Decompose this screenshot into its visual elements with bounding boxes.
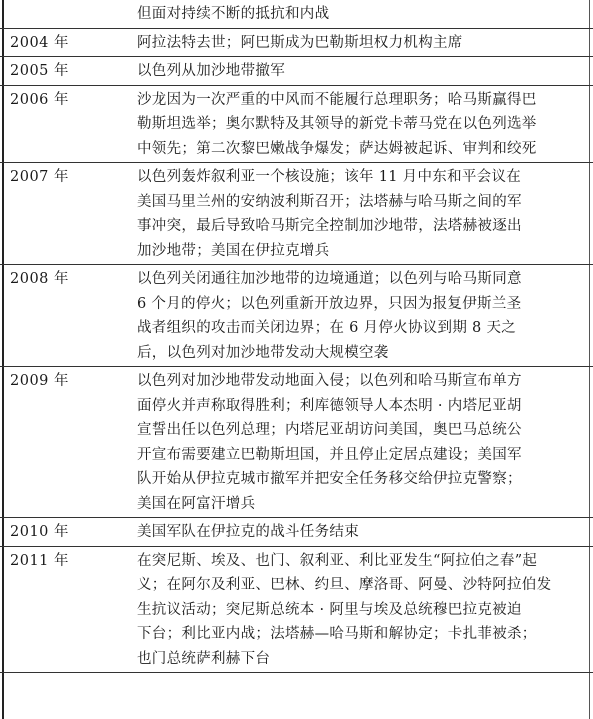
event-text-line: 6 个月的停火；以色列重新开放边界，只因为报复伊斯兰圣	[137, 295, 522, 312]
event-text-line: 以色列对加沙地带发动地面入侵；以色列和哈马斯宣布单方	[137, 373, 522, 389]
table-row	[0, 0, 593, 29]
event-text-line: 义；在阿尔及利亚、巴林、约旦、摩洛哥、阿曼、沙特阿拉伯发	[137, 577, 552, 593]
event-text-line: 也门总统萨利赫下台	[137, 650, 271, 667]
event-cell	[137, 57, 583, 85]
table-row	[0, 86, 593, 164]
event-text-line: 开宣布需要建立巴勒斯坦国，并且停止定居点建设；美国军	[137, 446, 522, 463]
event-text-line: 但面对持续不断的抵抗和内战	[137, 6, 330, 22]
event-text-line: 面停火并声称取得胜利；利库德领导人本杰明 · 内塔尼亚胡	[137, 397, 522, 414]
year-cell: 2004 年	[10, 34, 70, 51]
event-text-line: 中领先；第二次黎巴嫩战争爆发；萨达姆被起诉、审判和绞死	[137, 140, 537, 157]
table-row	[0, 367, 593, 518]
event-text-line: 战者组织的攻击而关闭边界；在 6 月停火协议到期 8 天之	[137, 320, 517, 336]
event-text-line: 阿拉法特去世；阿巴斯成为巴勒斯坦权力机构主席	[137, 34, 463, 51]
event-text-line: 以色列轰炸叙利亚一个核设施；该年 11 月中东和平会议在	[137, 169, 522, 185]
table-row	[0, 547, 593, 674]
table-row	[0, 29, 593, 58]
event-text-line: 美国马里兰州的安纳波利斯召开；法塔赫与哈马斯之间的军	[137, 193, 522, 210]
event-cell	[137, 0, 583, 28]
event-text-line: 以色列从加沙地带撤军	[137, 63, 285, 79]
event-cell	[137, 547, 583, 673]
event-cell	[137, 163, 583, 264]
table-row	[0, 518, 593, 547]
year-cell: 2008 年	[10, 271, 70, 287]
event-text-line: 加沙地带；美国在伊拉克增兵	[137, 242, 330, 259]
event-cell	[137, 29, 583, 57]
event-text-line: 在突尼斯、埃及、也门、叙利亚、利比亚发生“阿拉伯之春”起	[137, 552, 538, 569]
event-cell	[137, 265, 583, 366]
table-row	[0, 163, 593, 265]
year-cell: 2009 年	[10, 373, 70, 389]
event-cell	[137, 86, 583, 163]
event-text-line: 宣誓出任以色列总理；内塔尼亚胡访问美国，奥巴马总统公	[137, 422, 522, 438]
year-cell: 2007 年	[10, 169, 70, 185]
event-text-line: 队开始从伊拉克城市撤军并把安全任务移交给伊拉克警察；	[137, 471, 522, 487]
event-text-line: 事冲突，最后导致哈马斯完全控制加沙地带，法塔赫被逐出	[137, 218, 522, 234]
event-cell	[137, 367, 583, 517]
year-cell: 2005 年	[10, 63, 70, 79]
event-text-line: 勒斯坦选举；奥尔默特及其领导的新党卡蒂马党在以色列选举	[137, 116, 537, 132]
event-text-line: 生抗议活动；突尼斯总统本 · 阿里与埃及总统穆巴拉克被迫	[137, 601, 522, 618]
year-cell: 2010 年	[10, 524, 70, 540]
table-row	[0, 57, 593, 86]
year-cell: 2006 年	[10, 91, 70, 108]
event-text-line: 美国在阿富汗增兵	[137, 495, 256, 512]
table-row	[0, 265, 593, 367]
event-text-line: 以色列关闭通往加沙地带的边境通道；以色列与哈马斯同意	[137, 271, 522, 287]
event-text-line: 美国军队在伊拉克的战斗任务结束	[137, 524, 359, 540]
event-text-line: 沙龙因为一次严重的中风而不能履行总理职务；哈马斯赢得巴	[137, 91, 537, 108]
year-cell: 2011 年	[10, 552, 70, 569]
event-text-line: 下台；利比亚内战；法塔赫—哈马斯和解协定；卡扎菲被杀；	[137, 626, 537, 642]
event-text-line: 后，以色列对加沙地带发动大规模空袭	[137, 344, 389, 361]
event-cell	[137, 518, 583, 546]
